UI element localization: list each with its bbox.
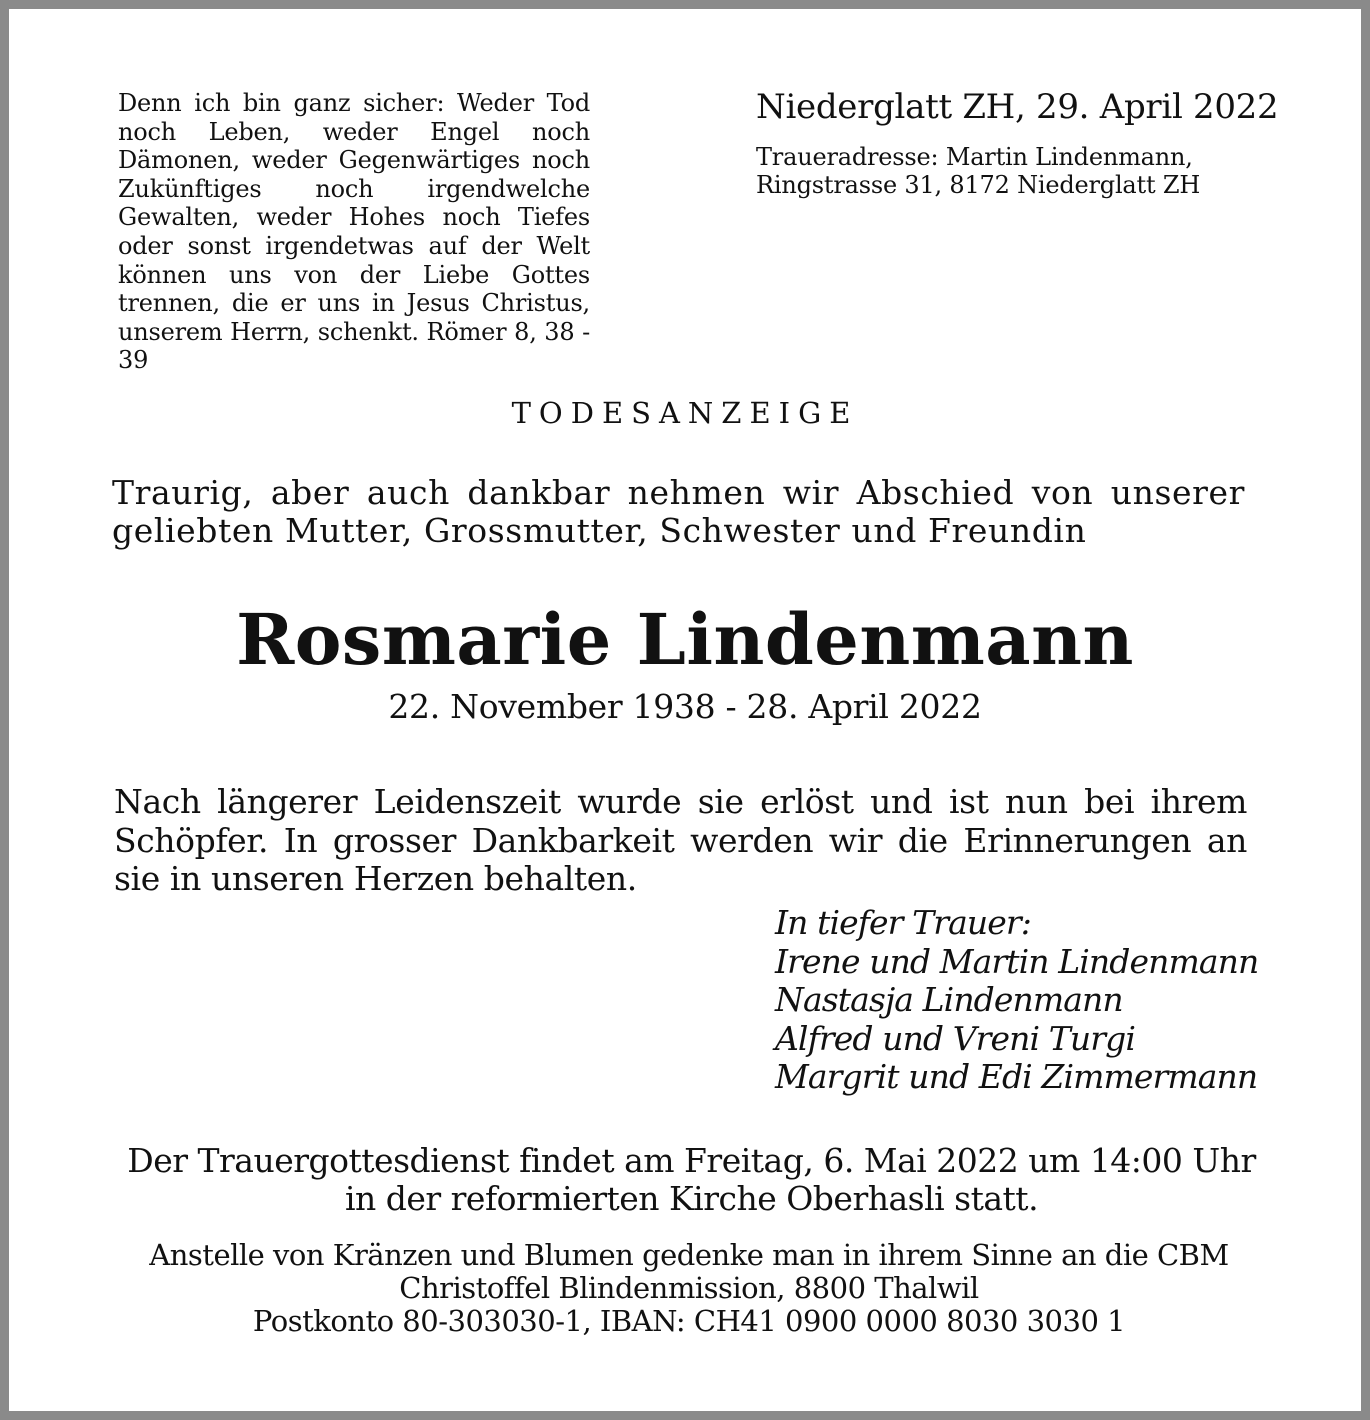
service-line-1: Der Trauergottesdienst findet am Freitag, 6. Mai 2022 um 14:00 Uhr bbox=[127, 1141, 1256, 1180]
mourner-name: Irene und Martin Lindenmann bbox=[775, 941, 1259, 981]
body-text: Nach längerer Leidenszeit wurde sie erlöst und ist nun bei ihrem Schöpfer. In grosser Dankbarkeit werden wir die Erinnerungen an sie in unseren Herzen behalten. bbox=[114, 782, 1247, 898]
obituary-page bbox=[9, 9, 1361, 1411]
intro-text bbox=[112, 474, 1245, 550]
donation-info bbox=[109, 1239, 1269, 1338]
service-info bbox=[119, 1142, 1264, 1218]
service-line-2: in der reformierten Kirche Oberhasli statt. bbox=[344, 1179, 1039, 1218]
notice-heading: TODESANZEIGE bbox=[511, 396, 859, 430]
donation-line-1: Anstelle von Kränzen und Blumen gedenke man in ihrem Sinne an die CBM bbox=[149, 1238, 1229, 1272]
mourner-name: Nastasja Lindenmann bbox=[775, 980, 1123, 1019]
life-dates: 22. November 1938 - 28. April 2022 bbox=[388, 687, 982, 726]
address-line-2: Ringstrasse 31, 8172 Niederglatt ZH bbox=[756, 171, 1201, 199]
mourners-intro: In tiefer Trauer: bbox=[775, 903, 1031, 942]
mourner-name: Margrit und Edi Zimmermann bbox=[775, 1057, 1258, 1096]
donation-line-3: Postkonto 80-303030-1, IBAN: CH41 0900 0000 8030 3030 1 bbox=[252, 1304, 1126, 1338]
place-date: Niederglatt ZH, 29. April 2022 bbox=[756, 87, 1279, 127]
intro-line-1: Traurig, aber auch dankbar nehmen wir Abschied von unserer bbox=[112, 473, 1245, 512]
bible-quote: Denn ich bin ganz sicher: Weder Tod noch Leben, weder Engel noch Dämonen, weder Gegenwärtiges noch Zukünftiges noch irgendwelche Gewalten, weder Hohes noch Tiefes oder sonst irgendetwas auf der Welt können uns von der Liebe Gottes trennen, die er uns in Jesus Christus, unserem Herrn, schenkt. Römer 8, 38 - 39 bbox=[118, 89, 590, 375]
donation-line-2: Christoffel Blindenmission, 8800 Thalwil bbox=[399, 1271, 979, 1305]
mourning-address bbox=[756, 143, 1200, 199]
intro-line-2: geliebten Mutter, Grossmutter, Schwester und Freundin bbox=[112, 511, 1087, 550]
address-line-1: Traueradresse: Martin Lindenmann, bbox=[756, 143, 1193, 171]
mourner-name: Alfred und Vreni Turgi bbox=[775, 1018, 1135, 1058]
deceased-name: Rosmarie Lindenmann bbox=[236, 598, 1134, 681]
mourners-list bbox=[775, 904, 1258, 1097]
